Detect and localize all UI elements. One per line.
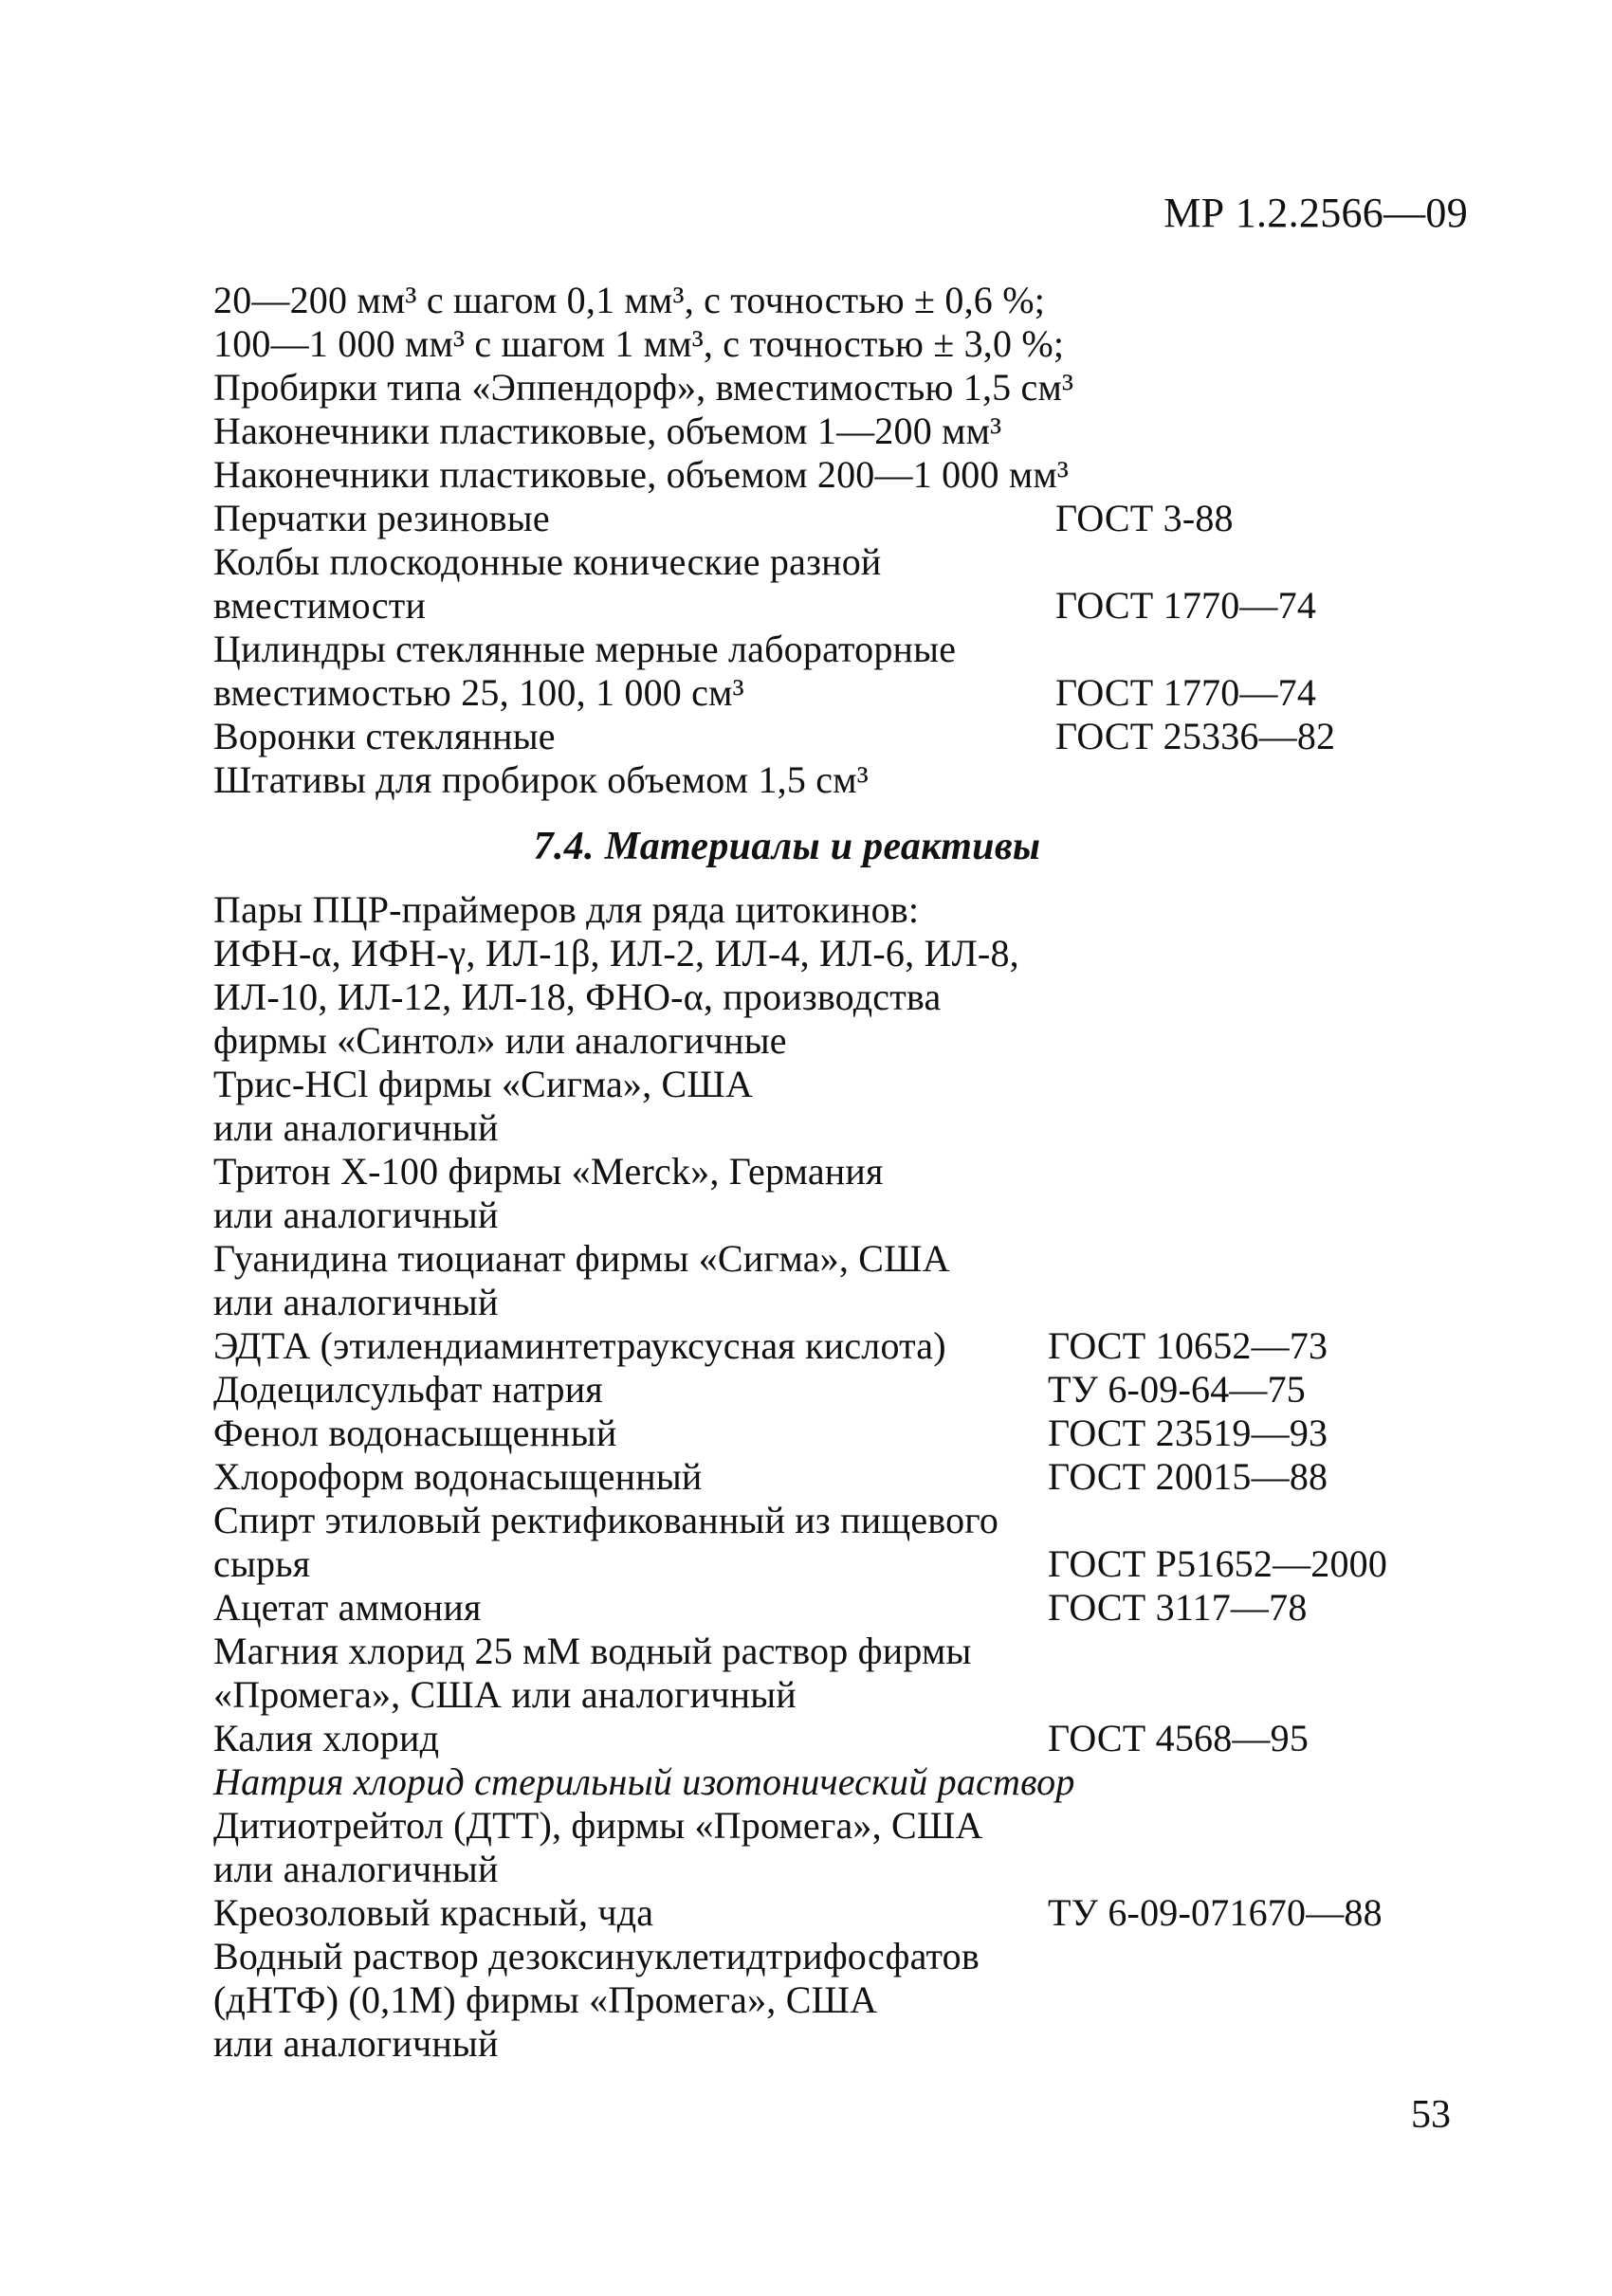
item-standard: ГОСТ Р51652—2000	[1048, 1542, 1388, 1585]
materials-list	[213, 888, 1465, 2066]
list-row	[213, 1455, 1465, 1499]
item-standard: ГОСТ 3117—78	[1048, 1586, 1308, 1629]
item-text: ЭДТА (этилендиаминтетрауксусная кислота)	[213, 1324, 946, 1367]
list-row	[213, 1106, 1465, 1150]
item-standard: ГОСТ 1770—74	[1055, 671, 1317, 714]
list-row	[213, 758, 1465, 802]
item-text: (дНТФ) (0,1М) фирмы «Промега», США	[213, 1978, 878, 2021]
item-text: вместимости	[213, 584, 427, 627]
list-row	[213, 671, 1465, 715]
list-row	[213, 1630, 1465, 1673]
item-text: Наконечники пластиковые, объемом 200—1 000 мм³	[213, 453, 1070, 496]
item-standard: ГОСТ 23519—93	[1048, 1412, 1328, 1454]
item-text: Цилиндры стеклянные мерные лабораторные	[213, 628, 957, 670]
item-text: Додецилсульфат натрия	[213, 1368, 603, 1411]
item-text: Трис-HCl фирмы «Сигма», США	[213, 1063, 754, 1105]
item-text: Пробирки типа «Эппендорф», вместимостью 1,5 см³	[213, 366, 1074, 409]
list-row	[213, 1368, 1465, 1412]
list-row	[213, 1935, 1465, 1978]
list-row	[213, 1760, 1465, 1804]
item-text: Тритон Х-100 фирмы «Merck», Германия	[213, 1150, 884, 1193]
item-text: ИФН-α, ИФН-γ, ИЛ-1β, ИЛ-2, ИЛ-4, ИЛ-6, ИЛ-8,	[213, 932, 1019, 975]
item-text: Воронки стеклянные	[213, 715, 556, 757]
item-text: вместимостью 25, 100, 1 000 см³	[213, 671, 744, 714]
list-row	[213, 1063, 1465, 1106]
list-row	[213, 1281, 1465, 1324]
item-text: Креозоловый красный, чда	[213, 1891, 654, 1934]
list-row	[213, 975, 1465, 1019]
item-standard: ГОСТ 10652—73	[1048, 1324, 1328, 1367]
item-standard: ГОСТ 1770—74	[1055, 584, 1317, 627]
item-text: или аналогичный	[213, 1194, 499, 1236]
item-text: Гуанидина тиоцианат фирмы «Сигма», США	[213, 1237, 950, 1280]
item-standard: ТУ 6-09-071670—88	[1048, 1891, 1383, 1934]
list-row	[213, 1150, 1465, 1194]
item-text: Наконечники пластиковые, объемом 1—200 мм³	[213, 410, 1002, 452]
item-text: или аналогичный	[213, 1281, 499, 1323]
item-text: 20—200 мм³ с шагом 0,1 мм³, с точностью ± 0,6 %;	[213, 279, 1046, 321]
section-title-text: 7.4. Материалы и реактивы	[533, 825, 1041, 868]
list-row	[213, 1499, 1465, 1542]
item-text: 100—1 000 мм³ с шагом 1 мм³, с точностью ± 3,0 %;	[213, 322, 1065, 365]
list-row	[213, 2022, 1465, 2066]
item-text: фирмы «Синтол» или аналогичные	[213, 1019, 787, 1062]
list-row	[213, 1412, 1465, 1455]
page-number: 53	[1411, 2093, 1451, 2137]
list-row	[213, 1717, 1465, 1760]
item-text: Пары ПЦР-праймеров для ряда цитокинов:	[213, 888, 920, 931]
item-text: Перчатки резиновые	[213, 497, 550, 539]
item-text: или аналогичный	[213, 1848, 499, 1890]
list-row	[213, 888, 1465, 932]
list-row	[213, 932, 1465, 975]
item-text: Ацетат аммония	[213, 1586, 482, 1629]
item-standard: ГОСТ 20015—88	[1048, 1455, 1328, 1498]
list-row	[213, 453, 1465, 497]
section-title	[0, 822, 1612, 871]
list-row	[213, 322, 1465, 366]
item-text: или аналогичный	[213, 2022, 499, 2065]
item-text: или аналогичный	[213, 1106, 499, 1149]
list-row	[213, 540, 1465, 584]
item-text: сырья	[213, 1542, 311, 1585]
list-row	[213, 366, 1465, 410]
equipment-list	[213, 279, 1465, 802]
item-text: Магния хлорид 25 мМ водный раствор фирмы	[213, 1630, 972, 1672]
list-row	[213, 1978, 1465, 2022]
list-row	[213, 1019, 1465, 1063]
document-code: МР 1.2.2566—09	[1163, 190, 1468, 236]
item-text: Хлороформ водонасыщенный	[213, 1455, 703, 1498]
list-row	[213, 1237, 1465, 1281]
list-row	[213, 279, 1465, 322]
list-row	[213, 715, 1465, 758]
list-row	[213, 1891, 1465, 1935]
item-text: Калия хлорид	[213, 1717, 440, 1759]
item-text: Спирт этиловый ректификованный из пищевого	[213, 1499, 999, 1541]
item-standard: ТУ 6-09-64—75	[1048, 1368, 1306, 1411]
item-standard: ГОСТ 3-88	[1055, 497, 1234, 539]
item-text: Водный раствор дезоксинуклетидтрифосфатов	[213, 1935, 980, 1977]
item-text: «Промега», США или аналогичный	[213, 1673, 797, 1716]
list-row	[213, 1542, 1465, 1586]
item-text: Фенол водонасыщенный	[213, 1412, 617, 1454]
list-row	[213, 628, 1465, 671]
item-text: ИЛ-10, ИЛ-12, ИЛ-18, ФНО-α, производства	[213, 975, 942, 1018]
item-text: Натрия хлорид стерильный изотонический раствор	[213, 1760, 1075, 1803]
list-row	[213, 1804, 1465, 1848]
item-text: Штативы для пробирок объемом 1,5 см³	[213, 758, 869, 801]
list-row	[213, 497, 1465, 540]
list-row	[213, 584, 1465, 628]
list-row	[213, 1194, 1465, 1237]
list-row	[213, 1586, 1465, 1630]
list-row	[213, 1848, 1465, 1891]
list-row	[213, 1673, 1465, 1717]
list-row	[213, 1324, 1465, 1368]
item-standard: ГОСТ 4568—95	[1048, 1717, 1310, 1759]
list-row	[213, 410, 1465, 453]
item-text: Колбы плоскодонные конические разной	[213, 540, 882, 583]
item-standard: ГОСТ 25336—82	[1055, 715, 1336, 757]
item-text: Дитиотрейтол (ДТТ), фирмы «Промега», США	[213, 1804, 983, 1847]
